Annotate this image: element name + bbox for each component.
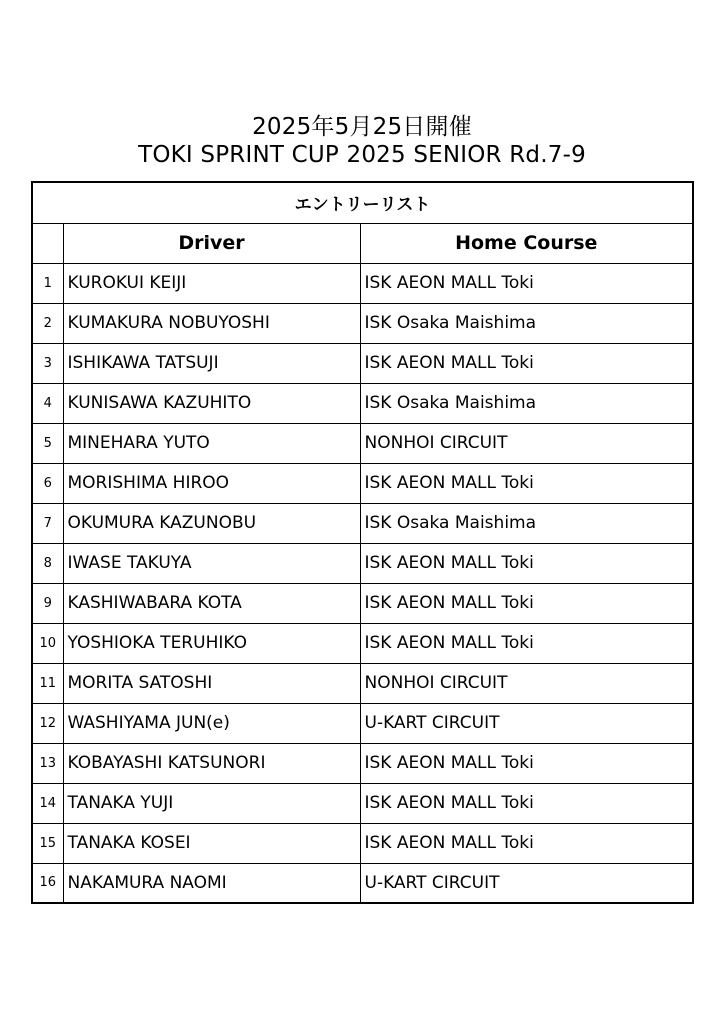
table-row <box>32 263 693 303</box>
home-course: ISK AEON MALL Toki <box>360 463 693 503</box>
entry-number: 16 <box>32 863 63 903</box>
home-course: NONHOI CIRCUIT <box>360 663 693 703</box>
table-row <box>32 623 693 663</box>
home-course: ISK Osaka Maishima <box>360 503 693 543</box>
table-row <box>32 783 693 823</box>
home-course: ISK Osaka Maishima <box>360 303 693 343</box>
driver-name: OKUMURA KAZUNOBU <box>63 503 360 543</box>
driver-name: MINEHARA YUTO <box>63 423 360 463</box>
home-course: ISK AEON MALL Toki <box>360 743 693 783</box>
home-course: ISK AEON MALL Toki <box>360 823 693 863</box>
entry-number: 9 <box>32 583 63 623</box>
driver-name: WASHIYAMA JUN(e) <box>63 703 360 743</box>
table-row <box>32 503 693 543</box>
entry-number: 15 <box>32 823 63 863</box>
table-body <box>32 263 693 903</box>
entry-number: 5 <box>32 423 63 463</box>
entry-number: 2 <box>32 303 63 343</box>
table-header-row <box>32 223 693 263</box>
document-title <box>0 113 724 169</box>
entry-number: 4 <box>32 383 63 423</box>
table-row <box>32 303 693 343</box>
entry-number: 6 <box>32 463 63 503</box>
driver-name: NAKAMURA NAOMI <box>63 863 360 903</box>
driver-name: IWASE TAKUYA <box>63 543 360 583</box>
table-row <box>32 343 693 383</box>
home-course: ISK AEON MALL Toki <box>360 583 693 623</box>
driver-name: KUMAKURA NOBUYOSHI <box>63 303 360 343</box>
table-row <box>32 383 693 423</box>
driver-name: KUNISAWA KAZUHITO <box>63 383 360 423</box>
table-row <box>32 583 693 623</box>
table-row <box>32 863 693 903</box>
event-date-line: 2025年5月25日開催 <box>252 114 472 140</box>
driver-name: TANAKA KOSEI <box>63 823 360 863</box>
table-row <box>32 743 693 783</box>
table-row <box>32 543 693 583</box>
home-course: U-KART CIRCUIT <box>360 703 693 743</box>
column-header-home-course: Home Course <box>360 223 693 263</box>
entry-number: 3 <box>32 343 63 383</box>
entry-list-table <box>31 181 694 904</box>
home-course: ISK AEON MALL Toki <box>360 343 693 383</box>
column-header-number <box>32 223 63 263</box>
home-course: ISK Osaka Maishima <box>360 383 693 423</box>
entry-number: 14 <box>32 783 63 823</box>
table-caption-row <box>32 182 693 223</box>
driver-name: TANAKA YUJI <box>63 783 360 823</box>
column-header-driver: Driver <box>63 223 360 263</box>
driver-name: YOSHIOKA TERUHIKO <box>63 623 360 663</box>
entry-number: 12 <box>32 703 63 743</box>
table-row <box>32 823 693 863</box>
driver-name: KASHIWABARA KOTA <box>63 583 360 623</box>
table-row <box>32 703 693 743</box>
home-course: ISK AEON MALL Toki <box>360 783 693 823</box>
entry-number: 11 <box>32 663 63 703</box>
driver-name: MORISHIMA HIROO <box>63 463 360 503</box>
table-row <box>32 663 693 703</box>
entry-number: 1 <box>32 263 63 303</box>
driver-name: KUROKUI KEIJI <box>63 263 360 303</box>
home-course: U-KART CIRCUIT <box>360 863 693 903</box>
entry-number: 13 <box>32 743 63 783</box>
home-course: ISK AEON MALL Toki <box>360 623 693 663</box>
event-name-line: TOKI SPRINT CUP 2025 SENIOR Rd.7-9 <box>138 142 586 168</box>
home-course: ISK AEON MALL Toki <box>360 543 693 583</box>
driver-name: ISHIKAWA TATSUJI <box>63 343 360 383</box>
home-course: NONHOI CIRCUIT <box>360 423 693 463</box>
driver-name: MORITA SATOSHI <box>63 663 360 703</box>
driver-name: KOBAYASHI KATSUNORI <box>63 743 360 783</box>
table-caption: エントリーリスト <box>32 182 693 223</box>
table-row <box>32 463 693 503</box>
table-row <box>32 423 693 463</box>
entry-number: 8 <box>32 543 63 583</box>
entry-number: 10 <box>32 623 63 663</box>
entry-number: 7 <box>32 503 63 543</box>
home-course: ISK AEON MALL Toki <box>360 263 693 303</box>
